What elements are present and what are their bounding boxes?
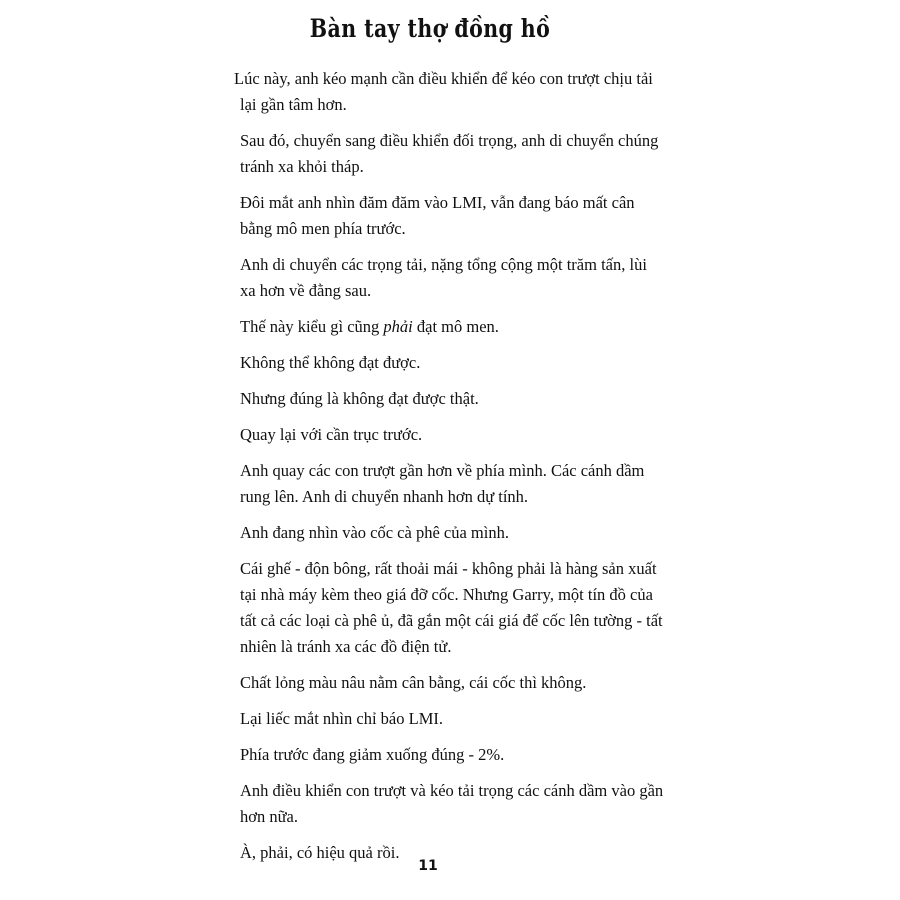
paragraph: Quay lại với cần trục trước. bbox=[240, 425, 423, 444]
chapter-title: Bàn tay thợ đồng hồ bbox=[309, 14, 551, 43]
paragraph-with-emphasis bbox=[240, 314, 665, 340]
page-number: 11 bbox=[418, 858, 438, 874]
paragraph: Anh di chuyển các trọng tải, nặng tổng cộng một trăm tấn, lùi xa hơn về đằng sau. bbox=[240, 255, 647, 300]
paragraph-text-before: Thế này kiểu gì cũng bbox=[240, 317, 384, 336]
paragraph: Lúc này, anh kéo mạnh cần điều khiển để kéo con trượt chịu tải lại gần tâm hơn. bbox=[234, 69, 653, 114]
paragraph: Đôi mắt anh nhìn đăm đăm vào LMI, vẫn đang báo mất cân bằng mô men phía trước. bbox=[240, 193, 635, 238]
paragraph: Phía trước đang giảm xuống đúng - 2%. bbox=[240, 745, 505, 764]
paragraph: Sau đó, chuyển sang điều khiển đối trọng, anh di chuyển chúng tránh xa khỏi tháp. bbox=[240, 131, 659, 176]
paragraph: Cái ghế - độn bông, rất thoải mái - không phải là hàng sản xuất tại nhà máy kèm theo giá đỡ cốc. Nhưng Garry, một tín đồ của tất cả các loại cà phê ủ, đã gắn một cái giá để cốc lên tường - tất nhiên là tránh xa các đồ điện tử. bbox=[240, 559, 663, 656]
emphasized-word: phải bbox=[383, 317, 413, 336]
body-text bbox=[234, 66, 665, 876]
paragraph: Không thể không đạt được. bbox=[240, 353, 421, 372]
paragraph: À, phải, có hiệu quả rồi. bbox=[240, 843, 400, 862]
paragraph: Nhưng đúng là không đạt được thật. bbox=[240, 389, 479, 408]
paragraph: Anh điều khiển con trượt và kéo tải trọng các cánh dầm vào gần hơn nữa. bbox=[240, 781, 664, 826]
paragraph: Anh đang nhìn vào cốc cà phê của mình. bbox=[240, 523, 509, 542]
paragraph: Anh quay các con trượt gần hơn về phía mình. Các cánh dầm rung lên. Anh di chuyển nhanh hơn dự tính. bbox=[240, 461, 645, 506]
paragraph-text-after: đạt mô men. bbox=[412, 317, 499, 336]
paragraph: Chất lỏng màu nâu nằm cân bằng, cái cốc thì không. bbox=[240, 673, 587, 692]
paragraph: Lại liếc mắt nhìn chỉ báo LMI. bbox=[240, 709, 443, 728]
